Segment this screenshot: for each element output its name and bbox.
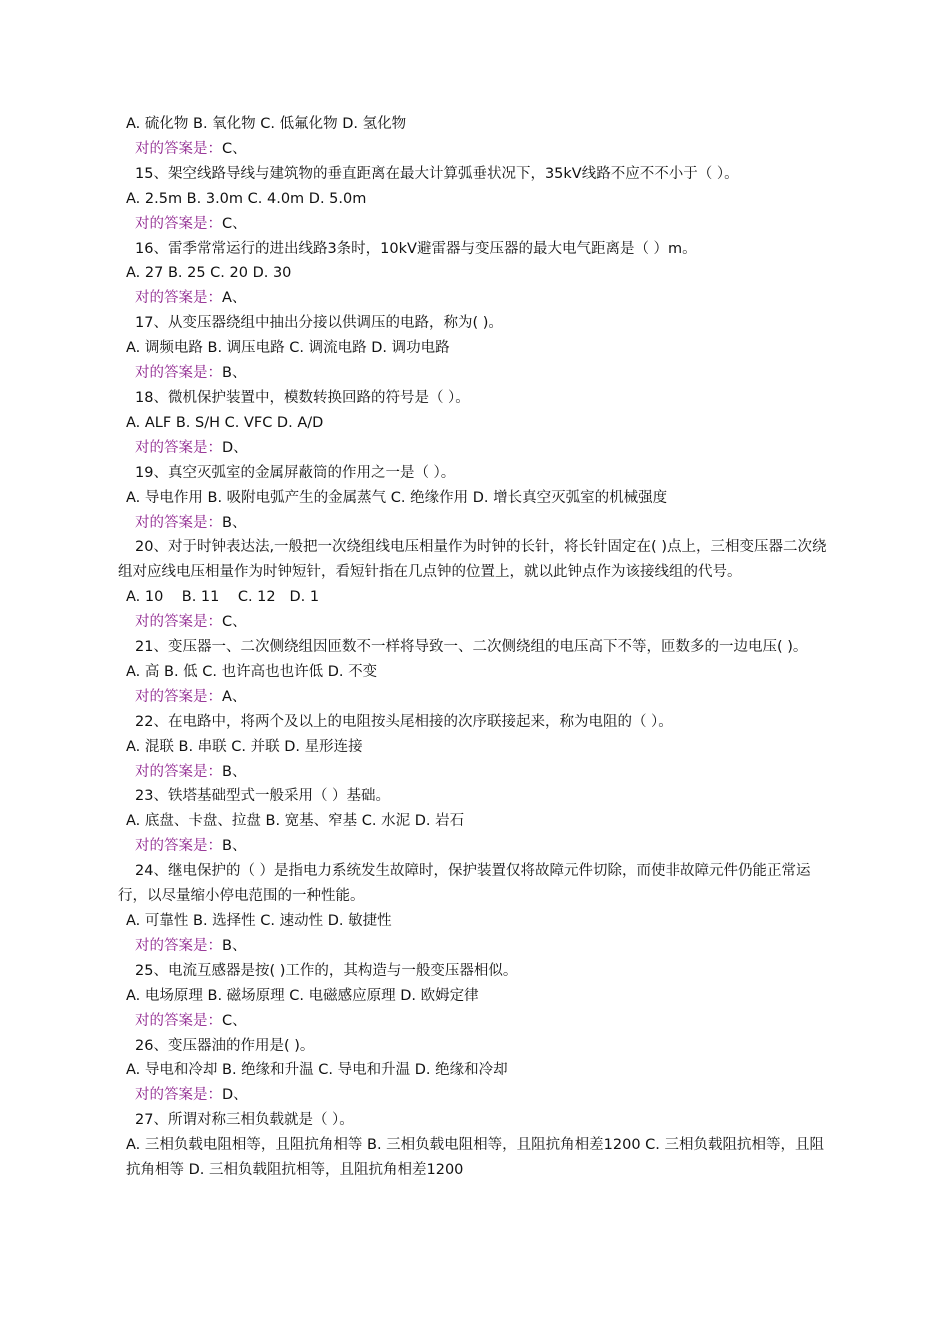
answer-line	[118, 361, 833, 386]
question-text: 17、从变压器绕组中抽出分接以供调压的电路，称为( )。	[135, 315, 503, 332]
answer-line	[118, 685, 833, 710]
answer-value: C、	[222, 140, 247, 157]
answer-label: 对的答案是：	[135, 514, 222, 531]
answer-value: D、	[222, 439, 248, 456]
options-line: A. 导电作用 B. 吸附电弧产生的金属蒸气 C. 绝缘作用 D. 增长真空灭弧室的机械强度	[126, 489, 668, 506]
options-line: A. 电场原理 B. 磁场原理 C. 电磁感应原理 D. 欧姆定律	[126, 987, 479, 1004]
answer-label: 对的答案是：	[135, 937, 222, 954]
answer-label: 对的答案是：	[135, 1087, 222, 1104]
question-text: 24、继电保护的（ ）是指电力系统发生故障时，保护装置仅将故障元件切除，而使非故障元件仍能正常运行，以尽量缩小停电范围的一种性能。	[118, 863, 811, 905]
answer-value: A、	[222, 688, 247, 705]
answer-label: 对的答案是：	[135, 365, 222, 382]
question-text: 21、变压器一、二次侧绕组因匝数不一样将导致一、二次侧绕组的电压高下不等，匝数多的一边电压( )。	[135, 639, 808, 656]
answer-value: A、	[222, 290, 247, 307]
options-line: A. ALF B. S/H C. VFC D. A/D	[126, 414, 324, 431]
answer-label: 对的答案是：	[135, 1012, 222, 1029]
options-line: A. 10 B. 11 C. 12 D. 1	[126, 589, 320, 606]
answer-line	[118, 1083, 833, 1108]
answer-label: 对的答案是：	[135, 439, 222, 456]
answer-line	[118, 436, 833, 461]
question-text: 19、真空灭弧室的金属屏蔽筒的作用之一是（ ）。	[135, 464, 456, 481]
answer-label: 对的答案是：	[135, 140, 222, 157]
answer-label: 对的答案是：	[135, 838, 222, 855]
answer-value: C、	[222, 614, 247, 631]
document-page	[118, 112, 833, 1183]
answer-line	[118, 760, 833, 785]
options-line: A. 27 B. 25 C. 20 D. 30	[126, 265, 292, 282]
answer-value: B、	[222, 365, 247, 382]
answer-line	[118, 137, 833, 162]
answer-label: 对的答案是：	[135, 763, 222, 780]
question-text: 16、雷季常常运行的进出线路3条时，10kV避雷器与变压器的最大电气距离是（ ）m。	[135, 240, 697, 257]
options-line: A. 底盘、卡盘、拉盘 B. 宽基、窄基 C. 水泥 D. 岩石	[126, 813, 465, 830]
answer-value: B、	[222, 838, 247, 855]
options-line: A. 2.5m B. 3.0m C. 4.0m D. 5.0m	[126, 190, 367, 207]
answer-label: 对的答案是：	[135, 215, 222, 232]
answer-label: 对的答案是：	[135, 290, 222, 307]
answer-value: C、	[222, 1012, 247, 1029]
answer-line	[118, 286, 833, 311]
answer-line	[118, 834, 833, 859]
question-text: 22、在电路中，将两个及以上的电阻按头尾相接的次序联接起来，称为电阻的（ ）。	[135, 713, 673, 730]
options-line: A. 导电和冷却 B. 绝缘和升温 C. 导电和升温 D. 绝缘和冷却	[126, 1062, 508, 1079]
options-line: A. 混联 B. 串联 C. 并联 D. 星形连接	[126, 738, 363, 755]
answer-line	[118, 1009, 833, 1034]
answer-label: 对的答案是：	[135, 614, 222, 631]
answer-line	[118, 934, 833, 959]
answer-value: B、	[222, 937, 247, 954]
question-text: 25、电流互感器是按( )工作的，其构造与一般变压器相似。	[135, 962, 518, 979]
question-text: 27、所谓对称三相负载就是（ ）。	[135, 1112, 354, 1129]
question-text: 20、对于时钟表达法,一般把一次绕组线电压相量作为时钟的长针，将长针固定在( )点上，三相变压器二次绕组对应线电压相量作为时钟短针，看短针指在几点钟的位置上，就以此钟点作为该接线组的代号。	[118, 539, 827, 581]
answer-value: B、	[222, 763, 247, 780]
options-line: A. 调频电路 B. 调压电路 C. 调流电路 D. 调功电路	[126, 340, 450, 357]
options-line: A. 高 B. 低 C. 也许高也也许低 D. 不变	[126, 663, 378, 680]
question-text: 18、微机保护装置中，模数转换回路的符号是（ ）。	[135, 389, 470, 406]
answer-value: B、	[222, 514, 247, 531]
answer-line	[118, 610, 833, 635]
answer-line	[118, 212, 833, 237]
answer-value: C、	[222, 215, 247, 232]
answer-label: 对的答案是：	[135, 688, 222, 705]
options-line: A. 三相负载电阻相等，且阻抗角相等 B. 三相负载电阻相等，且阻抗角相差1200 C. 三相负载阻抗相等，且阻抗角相等 D. 三相负载阻抗相等，且阻抗角相差1200	[126, 1137, 825, 1179]
answer-value: D、	[222, 1087, 248, 1104]
question-text: 23、铁塔基础型式一般采用（ ）基础。	[135, 788, 391, 805]
options-line: A. 硫化物 B. 氧化物 C. 低氟化物 D. 氢化物	[126, 116, 407, 132]
question-text: 26、变压器油的作用是( )。	[135, 1037, 315, 1054]
options-line: A. 可靠性 B. 选择性 C. 速动性 D. 敏捷性	[126, 913, 392, 929]
answer-line	[118, 511, 833, 536]
question-text: 15、架空线路导线与建筑物的垂直距离在最大计算弧垂状况下，35kV线路不应不不小于（ ）。	[135, 165, 739, 182]
